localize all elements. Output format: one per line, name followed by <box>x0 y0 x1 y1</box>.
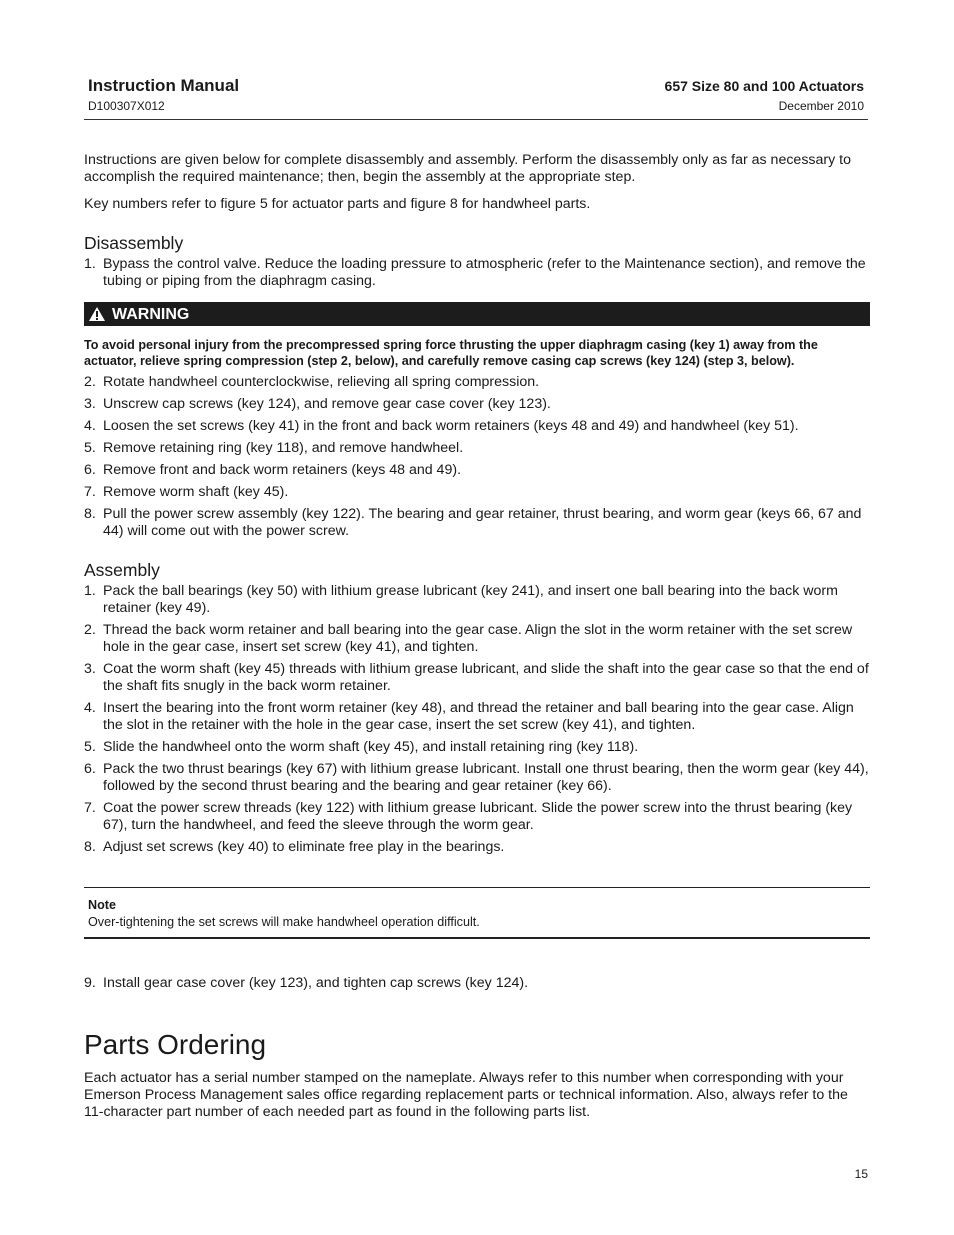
step-text: Coat the worm shaft (key 45) threads with lithium grease lubricant, and slide the shaft into the gear case so that the end of the shaft fits snugly in the back worm retainer. <box>103 661 869 694</box>
disassembly-step1-list <box>84 256 870 290</box>
step-text: Coat the power screw threads (key 122) with lithium grease lubricant. Slide the power screw into the thrust bearing (key 67), turn the handwheel, and feed the sleeve through the worm gear. <box>103 800 853 833</box>
step-number: 1. <box>84 256 96 272</box>
list-item <box>84 583 870 617</box>
header-divider <box>84 119 868 120</box>
manual-title: Instruction Manual <box>88 76 240 95</box>
list-item <box>84 622 870 656</box>
step-number: 1. <box>84 583 96 599</box>
step-text: Thread the back worm retainer and ball bearing into the gear case. Align the slot in the worm retainer with the set screw hole in the gear case, insert set screw (key 41), and tighten. <box>103 622 853 655</box>
step-text: Remove retaining ring (key 118), and remove handwheel. <box>103 440 464 456</box>
parts-ordering-heading: Parts Ordering <box>84 1029 267 1060</box>
note-text: Over-tightening the set screws will make handwheel operation difficult. <box>88 915 480 929</box>
step-number: 8. <box>84 839 96 855</box>
step-text: Rotate handwheel counterclockwise, relieving all spring compression. <box>103 374 540 390</box>
list-item <box>84 440 870 457</box>
step-text: Pack the two thrust bearings (key 67) with lithium grease lubricant. Install one thrust bearing, then the worm gear (key 44), followed by the second thrust bearing and the bearing and gear retainer (key 66). <box>103 761 869 794</box>
page-number: 15 <box>854 1167 868 1181</box>
step-text: Bypass the control valve. Reduce the loading pressure to atmospheric (refer to the Maintenance section), and remove the tubing or piping from the diaphragm casing. <box>103 256 866 289</box>
step-text: Remove worm shaft (key 45). <box>103 484 289 500</box>
step-text: Adjust set screws (key 40) to eliminate free play in the bearings. <box>103 839 505 855</box>
step-number: 6. <box>84 761 96 777</box>
step-number: 4. <box>84 418 96 434</box>
parts-ordering-text: Each actuator has a serial number stamped on the nameplate. Always refer to this number when corresponding with your Emerson Process Management sales office regarding replacement parts or technical information. Also, always refer to the 11-character part number of each needed part as found in the following parts list. <box>84 1070 848 1120</box>
intro-paragraph: Instructions are given below for complete disassembly and assembly. Perform the disassembly only as far as necessary to accomplish the required maintenance; then, begin the assembly at the appropriate step. <box>84 152 851 185</box>
list-item <box>84 396 870 413</box>
step-text: Slide the handwheel onto the worm shaft (key 45), and install retaining ring (key 118). <box>103 739 639 755</box>
list-item <box>84 462 870 479</box>
list-item <box>84 661 870 695</box>
page-content <box>84 152 870 1121</box>
step-text: Pack the ball bearings (key 50) with lithium grease lubricant (key 241), and insert one ball bearing into the back worm retainer (key 49). <box>103 583 838 616</box>
disassembly-steps <box>84 374 870 540</box>
step-number: 5. <box>84 440 96 456</box>
list-item <box>84 700 870 734</box>
step-number: 5. <box>84 739 96 755</box>
disassembly-heading: Disassembly <box>84 233 184 253</box>
step-number: 7. <box>84 484 96 500</box>
list-item <box>84 739 870 756</box>
step-number: 9. <box>84 975 96 991</box>
assembly-final-step <box>84 975 870 992</box>
step-number: 4. <box>84 700 96 716</box>
product-title: 657 Size 80 and 100 Actuators <box>664 78 864 94</box>
list-item <box>84 800 870 834</box>
list-item <box>84 484 870 501</box>
warning-triangle-icon <box>88 306 106 322</box>
warning-banner <box>84 302 870 326</box>
warning-label: WARNING <box>112 305 190 323</box>
list-item <box>84 374 870 391</box>
key-numbers-paragraph: Key numbers refer to figure 5 for actuator parts and figure 8 for handwheel parts. <box>84 196 591 212</box>
step-number: 2. <box>84 622 96 638</box>
step-text: Unscrew cap screws (key 124), and remove gear case cover (key 123). <box>103 396 551 412</box>
step-number: 3. <box>84 396 96 412</box>
assembly-heading: Assembly <box>84 560 160 580</box>
list-item <box>84 256 870 290</box>
list-item <box>84 975 870 992</box>
list-item <box>84 761 870 795</box>
note-box <box>84 887 870 939</box>
step-number: 8. <box>84 506 96 522</box>
step-text: Remove front and back worm retainers (keys 48 and 49). <box>103 462 462 478</box>
publication-date: December 2010 <box>778 99 864 113</box>
step-text: Insert the bearing into the front worm retainer (key 48), and thread the retainer and ball bearing into the gear case. Align the slot in the retainer with the hole in the gear case, insert the set screw (key 41), and tighten. <box>103 700 854 733</box>
step-text: Install gear case cover (key 123), and tighten cap screws (key 124). <box>103 975 529 991</box>
step-text: Loosen the set screws (key 41) in the front and back worm retainers (keys 48 and 49) and handwheel (key 51). <box>103 418 799 434</box>
document-code: D100307X012 <box>88 99 165 113</box>
list-item <box>84 839 870 856</box>
note-title: Note <box>88 898 116 912</box>
step-text: Pull the power screw assembly (key 122). The bearing and gear retainer, thrust bearing, and worm gear (keys 66, 67 and 44) will come out with the power screw. <box>103 506 862 539</box>
list-item <box>84 506 870 540</box>
step-number: 7. <box>84 800 96 816</box>
step-number: 6. <box>84 462 96 478</box>
step-number: 3. <box>84 661 96 677</box>
list-item <box>84 418 870 435</box>
warning-text: To avoid personal injury from the precompressed spring force thrusting the upper diaphragm casing (key 1) away from the actuator, relieve spring compression (step 2, below), and carefully remove casing cap screws (key 124) (step 3, below). <box>84 338 818 368</box>
assembly-steps <box>84 583 870 856</box>
step-number: 2. <box>84 374 96 390</box>
